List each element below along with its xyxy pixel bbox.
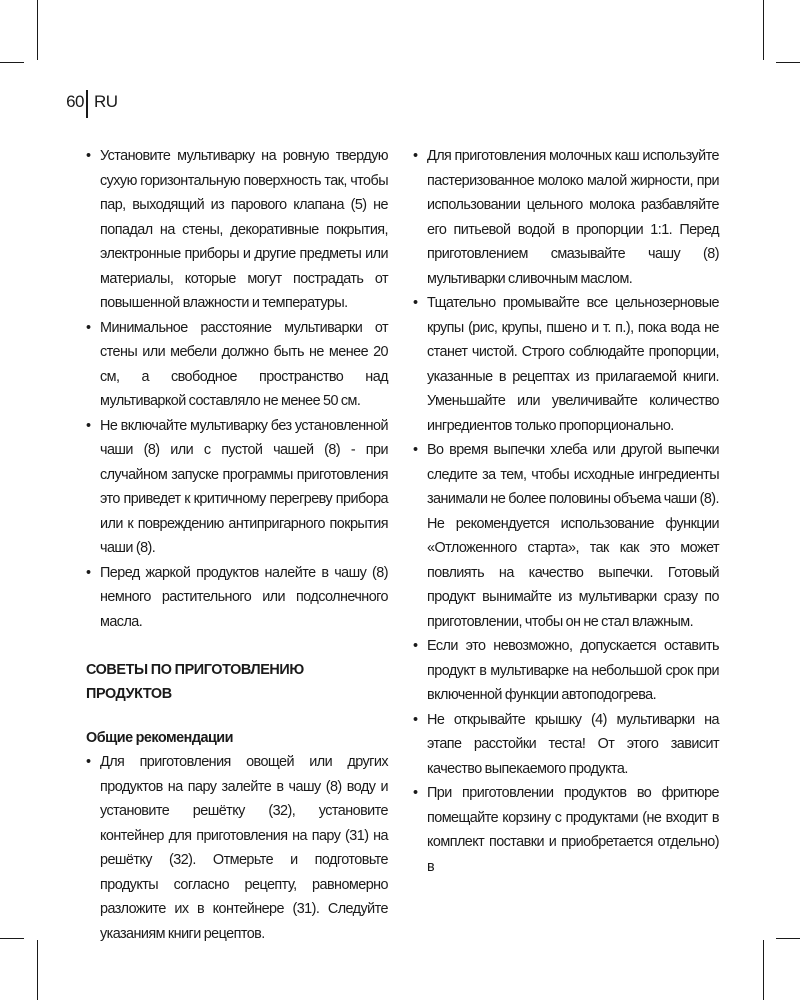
list-item: • Для приготовления молочных каш используйте пастеризованное молоко малой жирности, при использовании цельного молока разбавляйте его питьевой водой в пропорции 1:1. Перед приготовлением смазывайте чашу (8) мультиварки сливочным маслом.: [413, 144, 719, 291]
left-column: [86, 144, 388, 946]
list-item: • Перед жаркой продуктов налейте в чашу (8) немного растительного или подсолнечного масла.: [86, 561, 388, 635]
list-item: • Установите мультиварку на ровную твердую сухую горизонтальную поверхность так, чтобы пар, выходящий из парового клапана (5) не попадал на стены, декоративные покрытия, электронные приборы и другие предметы или материалы, которые могут пострадать от повышенной влажности и температуры.: [86, 144, 388, 316]
header-divider: [86, 90, 88, 118]
list-item: • Во время выпечки хлеба или другой выпечки следите за тем, чтобы исходные ингредиенты занимали не более половины объема чаши (8). Не рекомендуется использование функции «Отложенного старта», так как это может повлиять на качество выпечки. Готовый продукт вынимайте из мультиварки сразу по приготовлении, чтобы он не стал влажным.: [413, 438, 719, 634]
list-item: • Не открывайте крышку (4) мультиварки на этапе расстойки теста! От этого зависит качество выпекаемого продукта.: [413, 708, 719, 782]
list-item: • При приготовлении продуктов во фритюре помещайте корзину с продуктами (не входит в комплект поставки и приобретается отдельно) в: [413, 781, 719, 879]
page-number: 60: [66, 92, 84, 111]
page-header: [0, 90, 200, 116]
crop-mark-top-left: [37, 0, 38, 60]
section-title: СОВЕТЫ ПО ПРИГОТОВЛЕНИЮ ПРОДУКТОВ: [86, 662, 304, 702]
left-bullet-list-top: [86, 144, 388, 634]
crop-mark-bottom-right: [763, 940, 764, 1000]
right-column: [413, 144, 719, 879]
crop-mark-bottom-right-h: [776, 938, 800, 939]
language-code: RU: [94, 92, 118, 111]
subsection-title: Общие рекомендации: [86, 730, 233, 746]
list-item: • Минимальное расстояние мультиварки от стены или мебели должно быть не менее 20 см, а свободное пространство над мультиваркой составляло не менее 50 см.: [86, 316, 388, 414]
list-item: • Если это невозможно, допускается оставить продукт в мультиварке на небольшой срок при включенной функции автоподогрева.: [413, 634, 719, 708]
crop-mark-top-right: [763, 0, 764, 60]
list-item: • Для приготовления овощей или других продуктов на пару залейте в чашу (8) воду и установите решётку (32), установите контейнер для приготовления на пару (31) на решётку (32). Отмерьте и подготовьте продукты согласно рецепту, равномерно разложите их в контейнере (31). Следуйте указаниям книги рецептов.: [86, 750, 388, 946]
list-item: • Не включайте мультиварку без установленной чаши (8) или с пустой чашей (8) - при случайном запуске программы приготовления это приведет к критичному перегреву прибора или к повреждению антипригарного покрытия чаши (8).: [86, 414, 388, 561]
crop-mark-top-left-h: [0, 62, 24, 63]
crop-mark-bottom-left-h: [0, 938, 24, 939]
list-item: • Тщательно промывайте все цельнозерновые крупы (рис, крупы, пшено и т. п.), пока вода не станет чистой. Строго соблюдайте пропорции, указанные в рецептах из прилагаемой книги. Уменьшайте или увеличивайте количество ингредиентов только пропорционально.: [413, 291, 719, 438]
left-bullet-list-bottom: [86, 750, 388, 946]
crop-mark-top-right-h: [776, 62, 800, 63]
right-bullet-list: [413, 144, 719, 879]
crop-mark-bottom-left: [37, 940, 38, 1000]
